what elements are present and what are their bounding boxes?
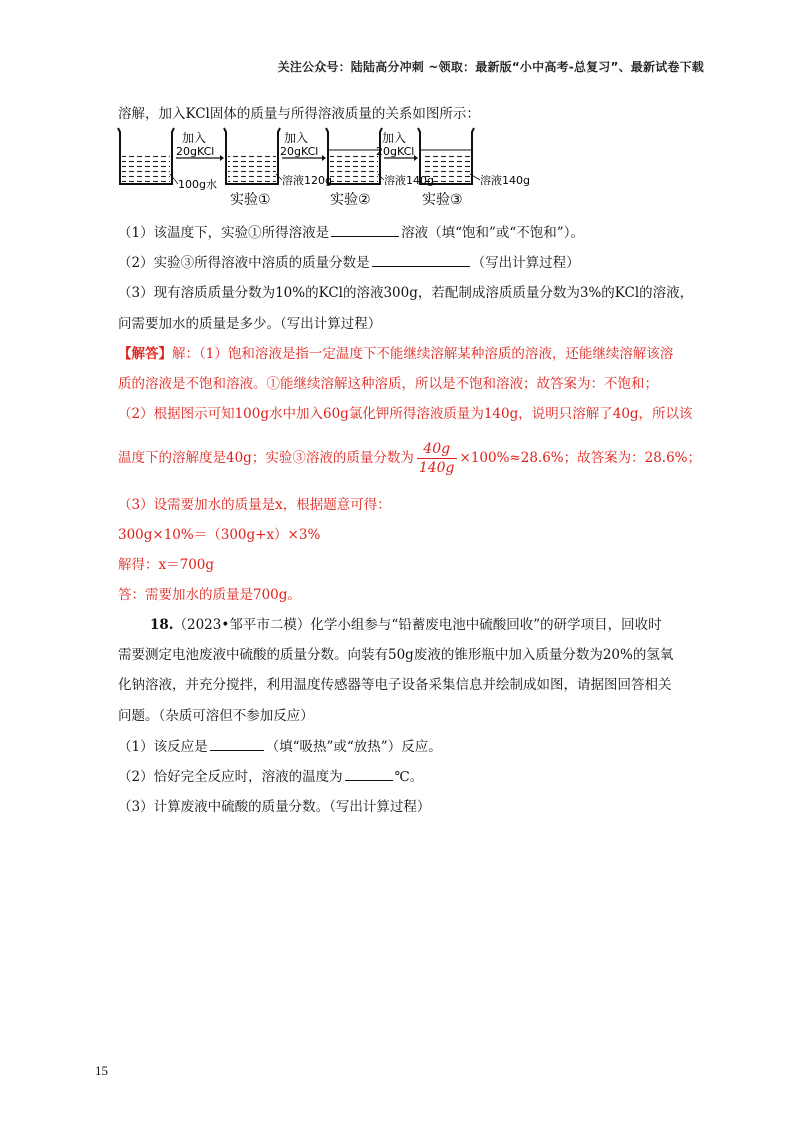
beaker-diagram [112, 124, 542, 210]
answer-blank-18-2[interactable] [345, 768, 393, 781]
question-3-line-1: （3）现有溶质质量分数为10%的KCl的溶液300g，若配制成溶质质量分数为3%的KCl的溶液， [118, 285, 694, 301]
answer-1-line-2: 质的溶液是不饱和溶液。①能继续溶解这种溶质，所以是不饱和溶液；故答案为：不饱和； [118, 376, 658, 392]
answer-3-line-2: 300g×10%＝（300g+x）×3% [118, 527, 321, 543]
answer-tag: 【解答】 [118, 346, 172, 362]
question-1: （1）该温度下，实验①所得溶液是 溶液（填“饱和”或“不饱和”）。 [118, 225, 584, 241]
page-number: 15 [95, 1063, 108, 1078]
add-label-2: 加入 [284, 131, 309, 145]
add-label-3: 加入 [382, 131, 407, 145]
beaker-1 [118, 128, 174, 184]
solution-label-2: 溶液140g [384, 174, 434, 187]
answer-blank-18-1[interactable] [210, 738, 264, 751]
amount-label-3: 20gKCl [376, 145, 415, 158]
answer-blank-2[interactable] [372, 254, 470, 267]
question-3-line-2: 问需要加水的质量是多少。（写出计算过程） [118, 316, 382, 332]
answer-3-line-3: 解得：x＝700g [118, 557, 215, 573]
experiment-label-1: 实验① [230, 192, 271, 208]
intro-text: 溶解，加入KCl固体的质量与所得溶液质量的关系如图所示： [118, 106, 480, 122]
amount-label-2: 20gKCl [280, 145, 319, 158]
solution-label-1: 溶液120g [282, 174, 332, 187]
answer-2-line-2: 温度下的溶解度是40g；实验③溶液的质量分数为 $\frac{40g}{140g}$ ×100%≈28.6%；故答案为：28.6%； [118, 441, 702, 476]
question-18-line-1: 18.（2023•邹平市二模）化学小组参与“铅蓄废电池中硫酸回收”的研学项目，回收时 [150, 617, 662, 633]
question-2: （2）实验③所得溶液中溶质的质量分数是 （写出计算过程） [118, 255, 580, 271]
question-18-sub-2: （2）恰好完全反应时，溶液的温度为 ℃。 [118, 769, 424, 785]
amount-label-1: 20gKCl [176, 145, 215, 158]
page-header: 关注公众号：陆陆高分冲刺 ~领取：最新版“小中高考-总复习”、最新试卷下载 [277, 60, 704, 74]
add-label-1: 加入 [182, 131, 207, 145]
answer-3-line-4: 答：需要加水的质量是700g。 [118, 587, 301, 603]
question-18-line-4: 问题。（杂质可溶但不参加反应） [118, 708, 314, 724]
question-18-sub-1: （1）该反应是 （填“吸热”或“放热”）反应。 [118, 739, 442, 755]
answer-2-line-1: （2）根据图示可知100g水中加入60g氯化钾所得溶液质量为140g，说明只溶解了40g，所以该 [118, 406, 693, 422]
answer-3-line-1: （3）设需要加水的质量是x，根据题意可得： [118, 497, 391, 513]
water-label: 100g水 [178, 178, 217, 191]
experiment-label-3: 实验③ [422, 192, 463, 208]
question-18-line-2: 需要测定电池废液中硫酸的质量分数。向装有50g废液的锥形瓶中加入质量分数为20%的氢氧 [118, 647, 674, 663]
experiment-label-2: 实验② [330, 192, 371, 208]
answer-1-line-1: 【解答】解：（1）饱和溶液是指一定温度下不能继续溶解某种溶质的溶液，还能继续溶解该溶 [118, 346, 674, 362]
beaker-3 [326, 128, 382, 184]
answer-blank-1[interactable] [331, 224, 399, 237]
fraction: $\frac{40g}{140g}$ [418, 441, 455, 476]
question-18-line-3: 化钠溶液，并充分搅拌，利用温度传感器等电子设备采集信息并绘制成如图，请据图回答相关 [118, 677, 672, 693]
beaker-2 [224, 128, 280, 184]
solution-label-3: 溶液140g [480, 174, 530, 187]
question-18-sub-3: （3）计算废液中硫酸的质量分数。（写出计算过程） [118, 799, 431, 815]
